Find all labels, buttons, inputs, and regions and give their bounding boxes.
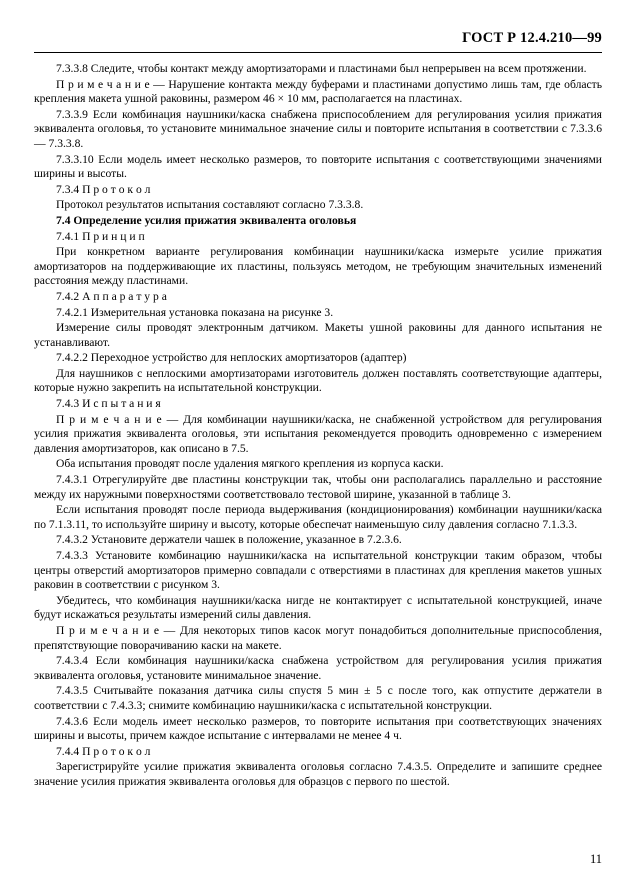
heading-7-4-3-ispytaniya: 7.4.3 И с п ы т а н и я bbox=[56, 397, 161, 411]
paragraph-7-4-3-1: 7.4.3.1 Отрегулируйте две пластины конструкции так, чтобы они располагались параллельно и расстояние между их наружными поверхностями соответствовало тестовой ширине, указанной в таблице 3. bbox=[34, 473, 602, 501]
page-number: 11 bbox=[589, 852, 602, 866]
paragraph-7-4-2-2: 7.4.2.2 Переходное устройство для неплоских амортизаторов (адаптер) bbox=[56, 351, 407, 365]
note-paragraph-3: П р и м е ч а н и е — Для некоторых типов касок могут понадобиться дополнительные приспособления, препятствующие поворачиванию каски на макете. bbox=[34, 623, 602, 652]
heading-7-4-4-protokol: 7.4.4 П р о т о к о л bbox=[56, 744, 151, 758]
header-divider bbox=[34, 52, 602, 53]
heading-7-4-section-title: 7.4 Определение усилия прижатия эквивалента оголовья bbox=[56, 213, 357, 227]
paragraph-7-4-3-4: 7.4.3.4 Если комбинация наушники/каска снабжена устройством для регулирования усилия прижатия эквивалента оголовья, установите минимальное значение. bbox=[34, 654, 602, 682]
paragraph-7-4-4-body: Зарегистрируйте усилие прижатия эквивалента оголовья согласно 7.4.3.5. Определите и запишите среднее значение усилия прижатия эквивалента оголовья для образцов с первого по шестой. bbox=[34, 760, 602, 788]
paragraph-7-3-3-10: 7.3.3.10 Если модель имеет несколько размеров, то повторите испытания с соответствующими значениями ширины и высоты. bbox=[34, 152, 602, 181]
note-paragraph-1: П р и м е ч а н и е — Нарушение контакта между буферами и пластинами допустимо лишь там, где область крепления макета ушной раковины, размером 46 × 10 мм, располагается на пластинах. bbox=[34, 77, 602, 106]
paragraph-princip-body: При конкретном варианте регулирования комбинации наушники/каска измерьте усилие прижатия амортизаторов на поддерживающие их пластины, пользуясь методом, не требующим значительных изменений расстояния между пластинами. bbox=[34, 245, 602, 288]
paragraph-7-4-3-3: 7.4.3.3 Установите комбинацию наушники/каска на испытательной конструкции таким образом, чтобы центры отверстий амортизаторов примерно совпадали с отверстиями в пластинах для крепления макетов ушных раковин в соответствии с рисунком 3. bbox=[34, 549, 602, 592]
paragraph-both-tests: Оба испытания проводят после удаления мягкого крепления из корпуса каски. bbox=[56, 457, 444, 471]
paragraph-ensure-no-contact: Убедитесь, что комбинация наушники/каска нигде не контактирует с испытательной конструкцией, иначе будут искажаться результаты измерений силы давления. bbox=[34, 593, 602, 622]
paragraph-7-4-2-1: 7.4.2.1 Измерительная установка показана на рисунке 3. bbox=[56, 305, 334, 319]
paragraph-7-4-2-2-body: Для наушников с неплоскими амортизаторами изготовитель должен поставлять соответствующие адаптеры, которые нужно закрепить на испытательной конструкции. bbox=[34, 366, 602, 395]
heading-7-4-1-princip: 7.4.1 П р и н ц и п bbox=[56, 229, 145, 243]
heading-7-4-2-apparatura: 7.4.2 А п п а р а т у р а bbox=[56, 289, 167, 303]
paragraph-conditioning: Если испытания проводят после периода выдерживания (кондиционирования) комбинации наушники/каска по 7.1.3.11, то используйте ширину и высоту, которые обеспечат наименьшую силу давления согласно 7.1.3.3. bbox=[34, 503, 602, 531]
paragraph-7-4-3-5: 7.4.3.5 Считывайте показания датчика силы спустя 5 мин ± 5 с после того, как отпустите держатели в соответствии с 7.4.3.3; снимите комбинацию наушники/каска с испытательной конструкции. bbox=[34, 684, 602, 712]
paragraph-7-4-3-2: 7.4.3.2 Установите держатели чашек в положение, указанное в 7.2.3.6. bbox=[56, 533, 402, 547]
paragraph-7-4-3-6: 7.4.3.6 Если модель имеет несколько размеров, то повторите испытания при соответствующих значениях ширины и высоты, причем каждое испытание с интервалами не менее 4 ч. bbox=[34, 714, 602, 743]
heading-7-3-4-protokol: 7.3.4 П р о т о к о л bbox=[56, 182, 151, 196]
document-body bbox=[34, 62, 602, 791]
page-header-standard-number: ГОСТ Р 12.4.210—99 bbox=[462, 30, 602, 46]
paragraph-7-4-2-1-body: Измерение силы проводят электронным датчиком. Макеты ушной раковины для данного испытания не устанавливают. bbox=[34, 321, 602, 349]
paragraph-protokol-body: Протокол результатов испытания составляют согласно 7.3.3.8. bbox=[56, 198, 364, 212]
paragraph-7-3-3-9: 7.3.3.9 Если комбинация наушники/каска снабжена приспособлением для регулирования усилия прижатия эквивалента оголовья, то установите минимальное значение силы и повторите испытания в соответствии с 7.3.3.6 — 7.3.3.8. bbox=[34, 107, 602, 150]
paragraph-7-3-3-8: 7.3.3.8 Следите, чтобы контакт между амортизаторами и пластинами был непрерывен на всем протяжении. bbox=[56, 62, 587, 75]
note-paragraph-2: П р и м е ч а н и е — Для комбинации наушники/каска, не снабженной устройством для регулирования усилия прижатия эквивалента оголовья, эти испытания рекомендуется проводить одновременно с измерением давления амортизаторов, как описано в 7.5. bbox=[34, 412, 602, 455]
